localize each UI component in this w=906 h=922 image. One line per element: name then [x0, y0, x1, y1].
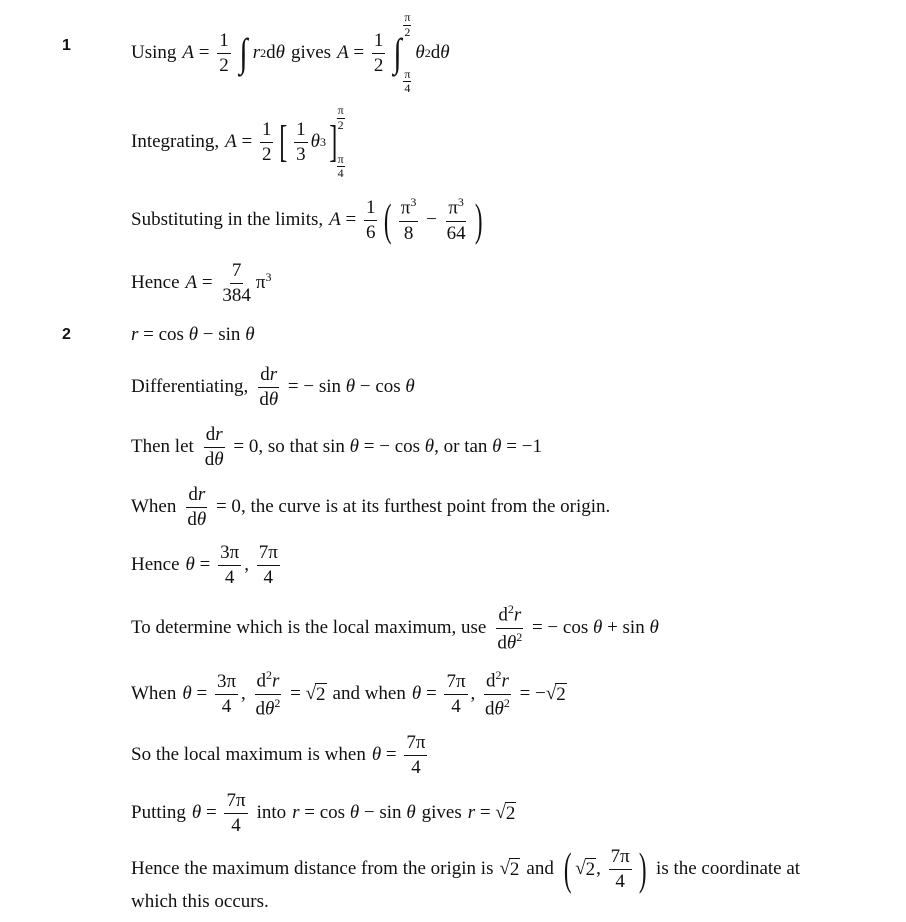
q2-line-conclusion: Hence the maximum distance from the origin is √ 2 and ( √ 2 , $\frac{7\pi}{4}$ ) is the coordinate at [131, 843, 801, 894]
q1-line-integrating: Integrating, A = $\frac{1}{2}$ [ $\frac{1}{3}$ θ 3 ] π 2 π 4 [131, 103, 344, 181]
q2-hence-text: Hence [131, 554, 180, 575]
q2-line-differentiating: Differentiating, $\frac{dr}{d\theta}$ = − sin θ − cos θ [131, 363, 415, 410]
q2-coordinate-text: is the coordinate at [656, 858, 801, 879]
q2-putting-text: Putting [131, 802, 186, 823]
q2-and-when-text: and when [332, 683, 406, 704]
q2-line-local-max: So the local maximum is when θ = $\frac{7\pi}{4}$ [131, 731, 426, 778]
q2-line-curve: r = cos θ − sin θ [131, 324, 255, 345]
q2-line-furthest: When $\frac{dr}{d\theta}$ = 0 , the curve is at its furthest point from the origin. [131, 483, 611, 530]
q2-determine-text: To determine which is the local maximum, use [131, 617, 487, 638]
q1-line-substituting: Substituting in the limits, A = $\frac{1}{6}$ ( $\frac{\pi^3}{8}$ − $\frac{\pi^3}{64}$ ) [131, 194, 483, 245]
question-number-2: 2 [62, 326, 71, 343]
q2-and-text: and [526, 858, 554, 879]
q1-line-hence: Hence A = $\frac{7}{384}$ π $^3$ [131, 259, 272, 306]
q2-into-text: into [256, 802, 287, 823]
q2-when-text: When [131, 496, 177, 517]
q2-line-second-derivative: When θ = $\frac{3\pi}{4}$ , $\frac{d^2r}{d\theta^2}$ = √ 2 and when θ = $\frac{7\pi}{4}$ , $\frac{d^2r}{d\theta^2}$ = − √ 2 [131, 668, 566, 719]
q1-using-text: Using [131, 42, 177, 63]
q2-line-hence-theta: Hence θ = $\frac{3\pi}{4}$ , $\frac{7\pi}{4}$ [131, 541, 278, 588]
q1-hence-text: Hence [131, 272, 180, 293]
q2-when2-text: When [131, 683, 177, 704]
q2-gives-text: gives [421, 802, 462, 823]
q2-furthest-text: , the curve is at its furthest point from the origin. [240, 496, 611, 517]
q2-local-max-text: So the local maximum is when [131, 744, 366, 765]
q2-or-text: , or [434, 436, 460, 457]
q2-line-putting: Putting θ = $\frac{7\pi}{4}$ into r = cos θ − sin θ gives r = √ 2 [131, 789, 516, 836]
q1-line-area-formula: Using A = $\frac{1}{2}$ ∫ r 2 d θ gives A = $\frac{1}{2}$ ∫ π 2 π 4 θ 2 d θ [131, 10, 450, 96]
q2-then-let-text: Then let [131, 436, 194, 457]
q2-line-conclusion-2 [131, 890, 269, 914]
q1-gives-text: gives [290, 42, 332, 63]
q1-integrating-text: Integrating, [131, 131, 220, 152]
q2-so-that-text: , so that [258, 436, 318, 457]
q2-conclusion-text: Hence the maximum distance from the origin is [131, 858, 494, 879]
q2-line-then-let: Then let $\frac{dr}{d\theta}$ = 0 , so that sin θ = − cos θ , or tan θ = −1 [131, 423, 542, 470]
question-number-1: 1 [62, 37, 71, 54]
q2-occurs-text: which this occurs. [131, 891, 269, 912]
q1-substituting-text: Substituting in the limits, [131, 209, 324, 230]
q2-differentiating-text: Differentiating, [131, 376, 249, 397]
q2-line-determine: To determine which is the local maximum, use $\frac{d^2r}{d\theta^2}$ = − cos θ + sin θ [131, 602, 659, 653]
